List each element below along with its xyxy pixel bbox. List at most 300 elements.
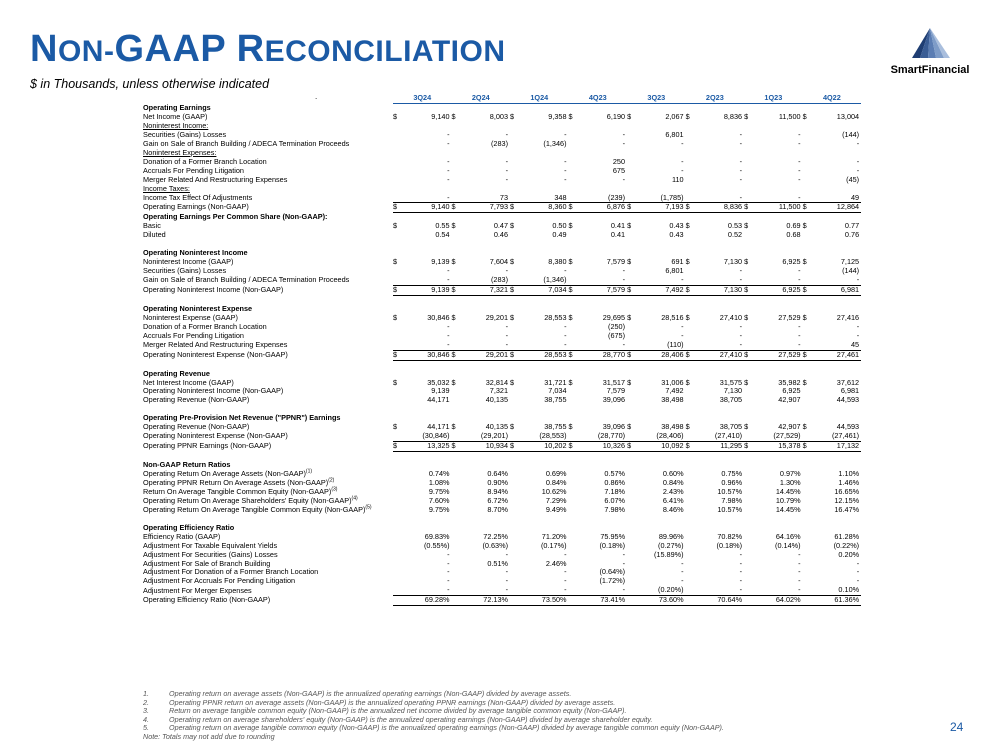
column-header: 3Q24 [393,93,452,104]
currency-cell [452,515,461,524]
currency-cell [569,387,578,396]
currency-cell [686,140,695,149]
currency-cell [686,488,695,497]
currency-cell [452,158,461,167]
row-label: Basic [143,221,161,231]
currency-cell [803,167,812,176]
value-cell: 61.28% [834,531,860,541]
row-label: Accruals For Pending Litigation [143,165,244,175]
currency-cell [627,497,636,506]
value-cell [636,149,686,158]
value-cell: 9.75% [428,486,450,496]
currency-cell [803,267,812,276]
row-label: Operating Noninterest Expense (Non-GAAP) [143,431,288,441]
value-cell: - [856,165,860,175]
currency-cell [686,560,695,569]
currency-cell [510,360,519,369]
value-cell: 6,876 [578,203,628,213]
currency-cell: $ [452,442,461,452]
value-cell: - [798,576,801,586]
value-cell [753,405,803,414]
logo-text: SmartFinancial [890,64,970,76]
currency-cell [569,479,578,488]
reconciliation-table [143,93,861,606]
value-cell: 7.98% [721,495,743,505]
currency-cell [452,497,461,506]
currency-cell [510,560,519,569]
value-cell: 7,579 [606,257,626,267]
value-cell: - [856,558,860,568]
currency-cell [510,295,519,304]
currency-cell: $ [510,442,519,452]
value-cell: (1,346) [543,275,567,285]
value-cell: 15,378 [753,442,803,452]
currency-cell [744,488,753,497]
total-row [143,350,861,360]
currency-cell: $ [686,350,695,360]
value-cell: - [447,174,450,184]
page-title: NON-GAAP RECONCILIATION [30,28,506,70]
currency-cell [569,542,578,551]
currency-cell [744,479,753,488]
currency-cell [627,332,636,341]
value-cell: 28,516 [661,312,684,322]
value-cell [461,452,511,461]
value-cell: 10.79% [775,495,801,505]
row-label: Operating Noninterest Income (Non-GAAP) [143,285,284,295]
currency-cell [627,452,636,461]
table-body [143,104,861,606]
spacer-row [143,360,861,369]
value-cell: - [798,567,801,577]
currency-cell: $ [568,111,573,121]
value-cell: 1.08% [428,477,450,487]
currency-cell [393,452,402,461]
currency-cell: $ [569,350,578,360]
value-cell: - [564,549,567,559]
value-cell: - [447,165,450,175]
currency-cell: $ [568,257,573,267]
currency-cell [510,149,519,158]
currency-cell [686,323,695,332]
footnote-text: Operating return on average tangible common equity (Non-GAAP) is the annualized operating earnings (Non-GAAP) divided by average tangible common equity (Non-GAAP). [169,723,724,733]
value-cell [753,360,803,369]
currency-cell [803,596,812,606]
currency-cell: $ [685,422,690,432]
value-cell: 89.96% [658,531,684,541]
currency-cell [627,360,636,369]
value-cell: 6,801 [665,266,684,276]
currency-cell [510,533,519,542]
currency-cell: $ [686,203,695,213]
footnote-ref: (2) [328,477,335,484]
currency-cell: $ [686,286,695,296]
currency-cell [803,295,812,304]
currency-cell [803,396,812,405]
currency-cell [510,140,519,149]
value-cell [402,452,452,461]
value-cell: 10,934 [461,442,511,452]
label-cell [143,396,393,405]
currency-cell [627,461,636,470]
currency-cell: $ [568,377,573,387]
stray-dot: . [315,92,318,101]
currency-cell: $ [393,203,402,213]
column-header: 2Q24 [452,93,511,104]
value-cell: 71.20% [541,531,567,541]
value-cell: 30,846 [427,312,450,322]
currency-cell [393,323,402,332]
value-cell: (0.27%) [658,540,684,550]
currency-cell [569,497,578,506]
currency-cell [686,267,695,276]
row-label: Donation of a Former Branch Location [143,321,267,331]
value-cell [402,149,452,158]
label-cell [143,222,393,231]
row-label: Noninterest Income: [143,120,209,130]
column-header: 2Q23 [686,93,745,104]
currency-cell [744,405,753,414]
table-header-row [143,93,861,104]
currency-cell [452,387,461,396]
currency-cell: $ [802,111,807,121]
value-cell: 38,498 [661,395,684,405]
value-cell: - [739,330,743,340]
currency-cell [686,167,695,176]
value-cell [812,295,862,304]
label-cell [143,213,393,222]
value-cell [519,452,569,461]
currency-cell: $ [627,422,632,432]
value-cell: - [798,192,801,202]
value-cell: - [505,585,509,595]
value-cell: 44,593 [836,422,860,432]
currency-cell [452,405,461,414]
currency-cell [627,542,636,551]
label-cell [143,350,393,360]
currency-cell: $ [744,442,753,452]
currency-cell [627,524,636,533]
value-cell: - [505,174,509,184]
value-cell: 31,006 [661,377,684,387]
value-cell [461,122,511,131]
currency-cell [393,515,402,524]
currency-cell [452,396,461,405]
currency-cell [803,405,812,414]
value-cell: 40,135 [485,395,509,405]
value-cell: 28,553 [544,312,567,322]
value-cell: (250) [608,321,626,331]
value-cell: (1.72%) [599,576,626,586]
rounding-note: Note: Totals may not add due to rounding [143,731,275,741]
currency-cell [744,461,753,470]
value-cell: 0.77 [844,221,860,231]
currency-cell [510,131,519,140]
value-cell: - [739,339,743,349]
currency-cell [627,131,636,140]
currency-cell [393,533,402,542]
value-cell [578,405,628,414]
currency-cell [510,586,519,595]
currency-cell: $ [393,257,398,267]
footnote-number: 1. [143,689,149,698]
value-cell: (0.63%) [482,540,509,550]
currency-cell [393,560,402,569]
value-cell: - [798,330,801,340]
footnote-ref: (3) [331,486,338,493]
currency-cell [452,524,461,533]
currency-cell [686,533,695,542]
currency-cell [452,596,461,606]
currency-cell [393,524,402,533]
currency-cell [744,341,753,350]
currency-cell [627,323,636,332]
total-row [143,596,861,606]
currency-cell [510,515,519,524]
value-cell: - [505,330,509,340]
value-cell: 8,836 [695,203,745,213]
currency-cell [452,586,461,595]
currency-cell [569,586,578,595]
value-cell: - [798,156,801,166]
currency-cell: $ [569,442,578,452]
currency-cell [744,332,753,341]
currency-cell: $ [744,377,749,387]
currency-cell [744,240,753,249]
value-cell: - [739,549,743,559]
value-cell [461,149,511,158]
currency-cell: $ [451,422,456,432]
value-cell: 7,125 [840,257,860,267]
currency-cell [569,149,578,158]
footnote-number: 3. [143,706,149,716]
value-cell: - [447,321,450,331]
currency-cell [452,149,461,158]
row-label: Adjustment For Taxable Equivalent Yields [143,540,278,550]
currency-cell [627,479,636,488]
currency-cell [510,167,519,176]
currency-cell [686,240,695,249]
currency-cell [510,405,519,414]
value-cell: 0.57% [604,469,626,479]
currency-cell [452,551,461,560]
value-cell: 7,193 [636,203,686,213]
value-cell: 11,295 [695,442,745,452]
value-cell: 8.70% [487,504,509,514]
currency-cell [393,140,402,149]
value-cell: - [798,165,801,175]
value-cell: 42,907 [778,422,801,432]
value-cell: - [505,165,509,175]
value-cell: 45 [851,339,860,349]
currency-cell [510,479,519,488]
value-cell: - [505,321,509,331]
row-label: Securities (Gains) Losses [143,129,227,139]
currency-cell [744,524,753,533]
currency-cell [569,524,578,533]
value-cell: - [564,576,567,586]
value-cell: (0.18%) [716,540,743,550]
value-cell: 13,004 [836,111,860,121]
currency-cell [510,577,519,586]
currency-cell [686,405,695,414]
value-cell: 28,406 [636,350,686,360]
currency-cell [569,323,578,332]
value-cell: 38,705 [719,395,743,405]
currency-cell [744,396,753,405]
currency-cell [393,360,402,369]
value-cell: - [739,138,743,148]
currency-cell [627,231,636,240]
column-header: 1Q23 [744,93,803,104]
currency-cell: $ [393,350,402,360]
currency-cell [803,231,812,240]
value-cell: - [739,275,743,285]
value-cell: - [739,174,743,184]
table-row [143,323,861,332]
value-cell: 0.10% [838,585,860,595]
currency-cell [686,551,695,560]
currency-cell [686,158,695,167]
currency-cell [452,231,461,240]
value-cell: 6,925 [753,286,803,296]
currency-cell [803,533,812,542]
company-logo [880,28,980,76]
currency-cell [744,551,753,560]
currency-cell: $ [510,257,515,267]
value-cell: - [564,266,567,276]
value-cell: - [505,576,509,586]
value-cell [519,515,569,524]
currency-cell [686,461,695,470]
currency-cell [510,596,519,606]
value-cell: 0.60% [662,469,684,479]
currency-cell: $ [569,286,578,296]
value-cell: 2,067 [665,111,684,121]
value-cell: (30,846) [422,431,450,441]
value-cell [519,240,569,249]
currency-cell [686,295,695,304]
currency-cell [393,551,402,560]
value-cell: - [739,165,743,175]
value-cell [636,515,686,524]
value-cell: (675) [608,330,626,340]
value-cell: 73 [499,192,509,202]
currency-cell: $ [510,422,515,432]
value-cell [402,360,452,369]
value-cell: - [505,156,509,166]
currency-cell: $ [627,111,632,121]
currency-cell [803,452,812,461]
currency-cell [627,387,636,396]
currency-cell: $ [569,203,578,213]
currency-cell [569,131,578,140]
currency-cell [393,295,402,304]
page-number: 24 [950,720,964,734]
row-label: Operating Earnings [143,102,211,112]
value-cell: 7,034 [548,386,567,396]
currency-cell [510,524,519,533]
value-cell: - [856,156,860,166]
currency-cell [510,341,519,350]
currency-cell [569,488,578,497]
currency-cell: $ [451,312,456,322]
currency-cell [686,452,695,461]
currency-cell [627,295,636,304]
value-cell: 9.49% [545,504,567,514]
currency-cell [569,295,578,304]
value-cell [578,122,628,131]
currency-cell [803,479,812,488]
value-cell [636,295,686,304]
value-cell: 7,579 [606,386,626,396]
currency-cell [452,506,461,515]
currency-cell [393,596,402,606]
currency-cell [452,577,461,586]
currency-cell: $ [510,203,519,213]
value-cell: 0.41 [610,230,626,240]
currency-cell: $ [803,203,812,213]
currency-cell [803,240,812,249]
value-cell: - [798,129,801,139]
value-cell: 0.47 [493,221,509,231]
value-cell: 7.98% [604,504,626,514]
value-cell: 6.72% [487,495,509,505]
currency-cell [686,596,695,606]
currency-cell: $ [393,111,398,121]
value-cell: 0.97% [779,469,801,479]
currency-cell [393,470,402,479]
value-cell: 40,135 [485,422,509,432]
value-cell: 13,325 [402,442,452,452]
row-label: Adjustment For Merger Expenses [143,585,252,595]
currency-cell [452,140,461,149]
currency-cell [686,497,695,506]
currency-cell [744,533,753,542]
value-cell: 44,171 [427,422,450,432]
value-cell: - [622,558,626,568]
currency-cell [510,551,519,560]
row-label: Income Taxes: [143,183,190,193]
currency-cell [393,341,402,350]
value-cell: - [447,275,450,285]
value-cell: 9,139 [431,386,450,396]
value-cell: 0.50 [552,221,567,231]
value-cell: 0.41 [610,221,626,231]
value-cell: - [739,585,743,595]
value-cell: 8,003 [489,111,509,121]
currency-cell: $ [510,350,519,360]
column-header: 1Q24 [510,93,569,104]
value-cell [402,405,452,414]
currency-cell [452,533,461,542]
value-cell: 7,793 [461,203,511,213]
value-cell: 691 [671,257,684,267]
footnote-text: Operating return on average shareholders' equity (Non-GAAP) is the annualized operating earnings (Non-GAAP) divided by average shareholder equity. [169,714,653,724]
value-cell: (0.17%) [540,540,567,550]
value-cell: 31,721 [544,377,567,387]
currency-cell [510,506,519,515]
row-label: Operating Earnings (Non-GAAP) [143,202,249,212]
value-cell: 38,755 [544,422,567,432]
value-cell [402,515,452,524]
currency-cell [452,341,461,350]
table-row [143,396,861,405]
spacer-row [143,240,861,249]
currency-cell [627,240,636,249]
row-label: Adjustment For Sale of Branch Building [143,558,271,568]
currency-cell: $ [568,312,573,322]
